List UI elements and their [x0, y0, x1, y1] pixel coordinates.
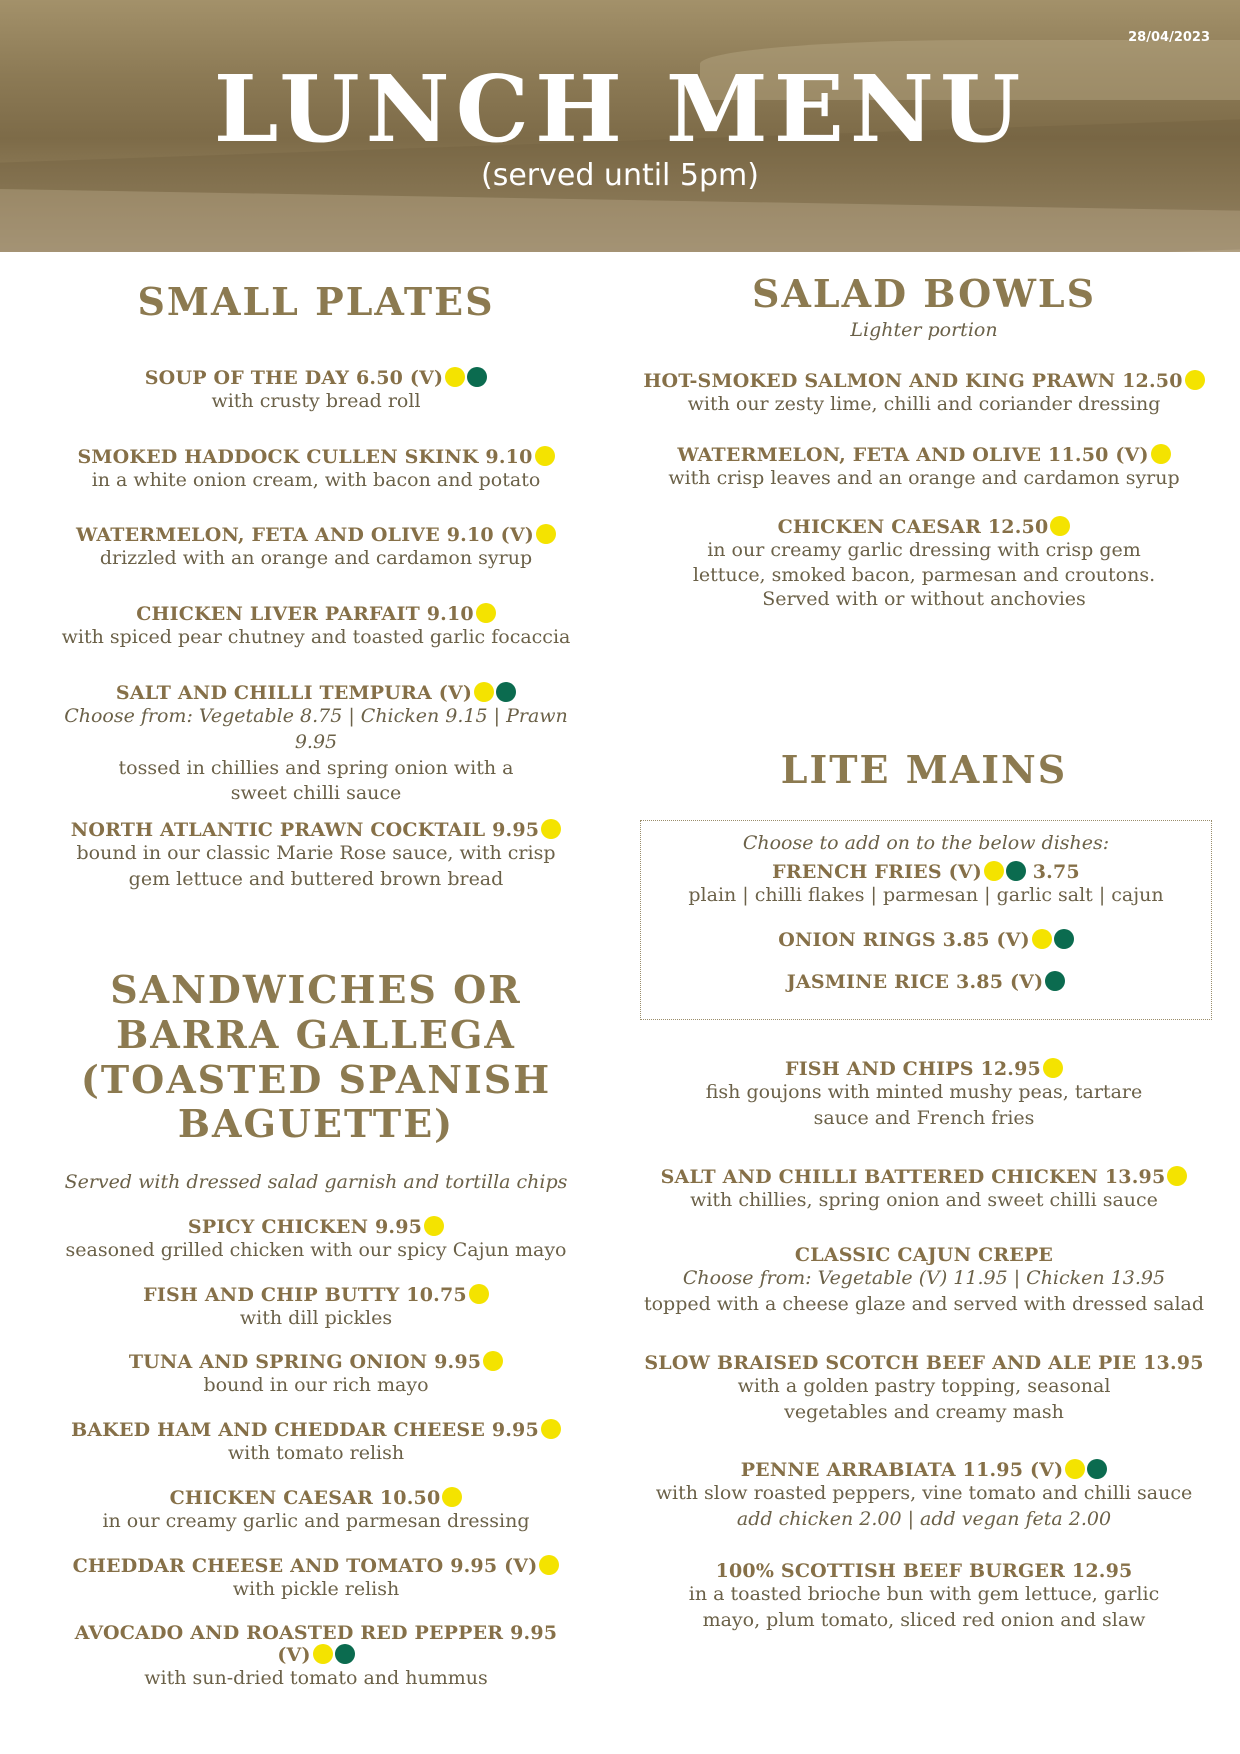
menu-item	[55, 1555, 577, 1603]
addon-description: plain | chilli flakes | parmesan | garlic salt | cajun	[688, 883, 1164, 906]
menu-item	[640, 1560, 1208, 1634]
item-description: with crisp leaves and an orange and cardamon syrup	[668, 467, 1180, 489]
item-description: tossed in chillies and spring onion with a sweet chilli sauce	[118, 756, 514, 805]
menu-item	[640, 370, 1208, 418]
small-plates-section	[55, 280, 577, 325]
page-subtitle: (served until 5pm)	[481, 158, 759, 193]
item-name: CHEDDAR CHEESE AND TOMATO 9.95 (V)	[72, 1555, 538, 1577]
vegetarian-dot-icon	[469, 1284, 489, 1304]
item-name: AVOCADO AND ROASTED RED PEPPER 9.95 (V)	[74, 1622, 558, 1666]
addon-name: FRENCH FRIES (V)	[772, 860, 982, 883]
menu-item	[640, 1352, 1208, 1426]
vegetarian-dot-icon	[984, 861, 1004, 881]
section-title: LITE MAINS	[780, 747, 1068, 792]
item-options: Choose from: Vegetable 8.75 | Chicken 9.15 | Prawn 9.95	[64, 705, 568, 753]
item-name: CLASSIC CAJUN CREPE	[794, 1244, 1054, 1266]
item-description: with spiced pear chutney and toasted garlic focaccia	[61, 626, 571, 648]
vegetarian-dot-icon	[1050, 516, 1070, 536]
menu-item	[55, 1622, 577, 1692]
vegetarian-dot-icon	[474, 682, 494, 702]
addons-box	[640, 820, 1212, 1020]
menu-item	[640, 1166, 1208, 1214]
item-name: TUNA AND SPRING ONION 9.95	[128, 1351, 482, 1373]
vegetarian-dot-icon	[476, 603, 496, 623]
menu-item	[55, 1487, 577, 1535]
menu-item	[55, 1284, 577, 1332]
vegan-dot-icon	[1087, 1459, 1107, 1479]
section-subtitle: Lighter portion	[850, 318, 998, 341]
addon-price: 3.75	[1032, 860, 1080, 883]
page-title: LUNCH MENU	[213, 55, 1027, 163]
vegetarian-dot-icon	[313, 1644, 333, 1664]
vegetarian-dot-icon	[1151, 444, 1171, 464]
section-title: SALAD BOWLS	[751, 271, 1097, 316]
vegetarian-dot-icon	[442, 1487, 462, 1507]
vegan-dot-icon	[1045, 971, 1065, 991]
menu-item	[55, 524, 577, 572]
item-name: PENNE ARRABIATA 11.95 (V)	[740, 1459, 1064, 1481]
item-name: SLOW BRAISED SCOTCH BEEF AND ALE PIE 13.95	[644, 1352, 1204, 1374]
item-options: Choose from: Vegetable (V) 11.95 | Chicken 13.95	[682, 1267, 1166, 1289]
vegan-dot-icon	[467, 367, 487, 387]
item-description: with pickle relish	[232, 1578, 400, 1600]
menu-item	[640, 1058, 1208, 1132]
vegetarian-dot-icon	[445, 367, 465, 387]
item-name: SMOKED HADDOCK CULLEN SKINK 9.10	[77, 446, 533, 468]
vegan-dot-icon	[496, 682, 516, 702]
item-description: with slow roasted peppers, vine tomato and chilli sauce	[655, 1482, 1193, 1504]
menu-date: 28/04/2023	[1128, 30, 1210, 45]
vegetarian-dot-icon	[483, 1351, 503, 1371]
vegetarian-dot-icon	[535, 446, 555, 466]
item-description: in our creamy garlic dressing with crisp gem lettuce, smoked bacon, parmesan and croutons. Served with or without anchovies	[692, 539, 1156, 611]
sandwiches-section	[55, 968, 577, 1193]
vegetarian-dot-icon	[424, 1216, 444, 1236]
item-name: HOT-SMOKED SALMON AND KING PRAWN 12.50	[643, 370, 1183, 392]
menu-item	[55, 1419, 577, 1467]
item-name: 100% SCOTTISH BEEF BURGER 12.95	[715, 1560, 1133, 1582]
item-description: bound in our classic Marie Rose sauce, with crisp gem lettuce and buttered brown bread	[76, 842, 556, 890]
item-name: SALT AND CHILLI TEMPURA (V)	[115, 682, 473, 704]
section-title: SANDWICHES OR BARRA GALLEGA (TOASTED SPANISH BAGUETTE)	[80, 967, 552, 1147]
item-name: SOUP OF THE DAY 6.50 (V)	[144, 367, 444, 389]
item-description: fish goujons with minted mushy peas, tartare sauce and French fries	[705, 1081, 1143, 1129]
item-name: BAKED HAM AND CHEDDAR CHEESE 9.95	[71, 1419, 539, 1441]
vegetarian-dot-icon	[1065, 1459, 1085, 1479]
item-description: with chillies, spring onion and sweet chilli sauce	[690, 1189, 1158, 1211]
item-name: FISH AND CHIP BUTTY 10.75	[143, 1284, 467, 1306]
item-description: in our creamy garlic and parmesan dressing	[102, 1510, 530, 1532]
item-name: CHICKEN CAESAR 10.50	[169, 1487, 441, 1509]
menu-item	[55, 446, 577, 494]
item-description: drizzled with an orange and cardamon syrup	[99, 547, 533, 569]
vegetarian-dot-icon	[541, 819, 561, 839]
item-name: SPICY CHICKEN 9.95	[187, 1216, 423, 1238]
vegetarian-dot-icon	[536, 524, 556, 544]
item-name: CHICKEN CAESAR 12.50	[777, 516, 1049, 538]
lite-mains-section	[640, 748, 1208, 793]
item-description: with sun-dried tomato and hummus	[144, 1667, 488, 1689]
menu-item	[55, 603, 577, 651]
menu-item	[640, 1459, 1208, 1533]
item-description: bound in our rich mayo	[203, 1374, 429, 1396]
section-title: SMALL PLATES	[137, 279, 495, 324]
addons-intro: Choose to add on to the below dishes:	[742, 832, 1110, 854]
item-name: WATERMELON, FETA AND OLIVE 9.10 (V)	[76, 524, 534, 546]
menu-item	[55, 367, 577, 415]
vegetarian-dot-icon	[1167, 1166, 1187, 1186]
addon-name: JASMINE RICE 3.85 (V)	[786, 970, 1044, 993]
item-name: CHICKEN LIVER PARFAIT 9.10	[136, 603, 474, 625]
vegetarian-dot-icon	[1185, 370, 1205, 390]
item-description: with crusty bread roll	[211, 390, 421, 412]
addon-name: ONION RINGS 3.85 (V)	[778, 928, 1030, 951]
menu-item	[640, 1244, 1208, 1318]
vegetarian-dot-icon	[1043, 1058, 1063, 1078]
menu-item	[55, 1351, 577, 1399]
item-description: in a toasted brioche bun with gem lettuce, garlic mayo, plum tomato, sliced red onion and slaw	[688, 1583, 1160, 1631]
item-description: topped with a cheese glaze and served with dressed salad	[643, 1292, 1205, 1315]
item-description: in a white onion cream, with bacon and potato	[91, 469, 541, 491]
salad-bowls-section	[640, 272, 1208, 341]
item-name: NORTH ATLANTIC PRAWN COCKTAIL 9.95	[70, 819, 540, 841]
item-description: seasoned grilled chicken with our spicy Cajun mayo	[65, 1239, 567, 1261]
item-description: with our zesty lime, chilli and coriander dressing	[687, 393, 1161, 415]
item-description: with dill pickles	[239, 1307, 393, 1329]
menu-item	[640, 444, 1208, 492]
item-extras: add chicken 2.00 | add vegan feta 2.00	[736, 1507, 1112, 1530]
vegetarian-dot-icon	[539, 1555, 559, 1575]
menu-item	[55, 1216, 577, 1264]
item-description: with a golden pastry topping, seasonal vegetables and creamy mash	[737, 1375, 1111, 1423]
header-banner	[0, 0, 1240, 252]
vegetarian-dot-icon	[541, 1419, 561, 1439]
item-name: SALT AND CHILLI BATTERED CHICKEN 13.95	[660, 1166, 1166, 1188]
item-name: FISH AND CHIPS 12.95	[785, 1058, 1041, 1080]
item-description: with tomato relish	[227, 1442, 405, 1464]
vegan-dot-icon	[1054, 929, 1074, 949]
vegan-dot-icon	[1006, 861, 1026, 881]
section-subtitle: Served with dressed salad garnish and tortilla chips	[64, 1171, 568, 1194]
menu-item	[640, 516, 1208, 612]
vegetarian-dot-icon	[1032, 929, 1052, 949]
item-name: WATERMELON, FETA AND OLIVE 11.50 (V)	[677, 444, 1149, 466]
menu-item	[55, 819, 577, 893]
menu-item	[55, 682, 577, 807]
vegan-dot-icon	[335, 1644, 355, 1664]
